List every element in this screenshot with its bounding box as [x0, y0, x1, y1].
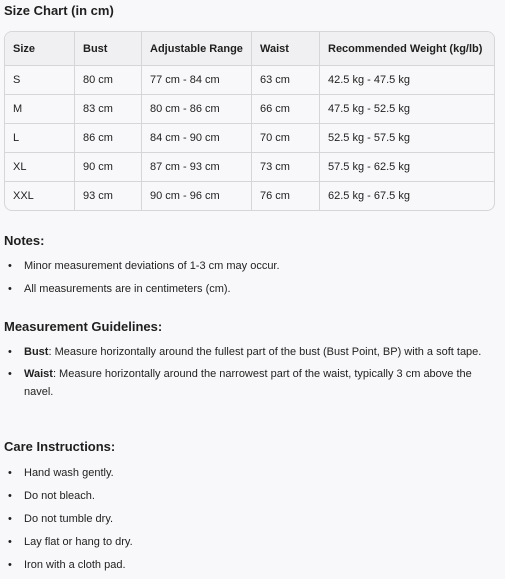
bullet-icon: •	[8, 536, 12, 548]
cell-adjustable-range: 80 cm - 86 cm	[142, 95, 252, 124]
table-header-row	[5, 32, 494, 66]
table-row	[5, 153, 494, 182]
bullet-icon: •	[8, 260, 12, 272]
list-item-text: All measurements are in centimeters (cm).	[24, 283, 231, 295]
bullet-icon: •	[8, 513, 12, 525]
list-item	[4, 280, 499, 298]
cell-waist: 76 cm	[252, 182, 320, 211]
list-item	[4, 556, 499, 574]
list-item-text: Iron with a cloth pad.	[24, 559, 126, 571]
guideline-text: : Measure horizontally around the fullest part of the bust (Bust Point, BP) with a soft tape.	[48, 346, 482, 358]
guideline-term: Bust	[24, 346, 49, 358]
bullet-icon: •	[8, 346, 12, 358]
list-item-text: Do not tumble dry.	[24, 513, 114, 525]
cell-bust: 93 cm	[75, 182, 142, 211]
cell-adjustable-range: 87 cm - 93 cm	[142, 153, 252, 182]
list-item	[4, 257, 499, 275]
list-item-text: Hand wash gently.	[24, 467, 114, 479]
header-size: Size	[5, 32, 75, 66]
cell-size: S	[5, 66, 75, 95]
bullet-icon: •	[8, 559, 12, 571]
cell-waist: 73 cm	[252, 153, 320, 182]
header-waist: Waist	[252, 32, 320, 66]
guideline-text: : Measure horizontally around the narrowest part of the waist, typically 3 cm above the navel.	[24, 368, 472, 398]
list-item	[4, 365, 499, 401]
list-item	[4, 487, 499, 505]
cell-size: M	[5, 95, 75, 124]
list-item	[4, 464, 499, 482]
cell-size: XXL	[5, 182, 75, 211]
care-heading: Care Instructions:	[4, 439, 116, 454]
cell-bust: 80 cm	[75, 66, 142, 95]
header-adjustable-range: Adjustable Range	[142, 32, 252, 66]
cell-recommended-weight: 52.5 kg - 57.5 kg	[320, 124, 495, 153]
cell-recommended-weight: 42.5 kg - 47.5 kg	[320, 66, 495, 95]
care-list	[4, 464, 499, 574]
cell-adjustable-range: 77 cm - 84 cm	[142, 66, 252, 95]
page-title: Size Chart (in cm)	[4, 3, 114, 18]
list-item	[4, 343, 499, 361]
bullet-icon: •	[8, 283, 12, 295]
cell-bust: 90 cm	[75, 153, 142, 182]
cell-waist: 70 cm	[252, 124, 320, 153]
cell-waist: 63 cm	[252, 66, 320, 95]
list-item-text: Lay flat or hang to dry.	[24, 536, 133, 548]
list-item-text: Do not bleach.	[24, 490, 95, 502]
cell-size: XL	[5, 153, 75, 182]
table-row	[5, 124, 494, 153]
cell-adjustable-range: 90 cm - 96 cm	[142, 182, 252, 211]
cell-recommended-weight: 47.5 kg - 52.5 kg	[320, 95, 495, 124]
guideline-term: Waist	[24, 368, 53, 380]
bullet-icon: •	[8, 368, 12, 380]
size-table	[5, 32, 494, 210]
size-table-container	[4, 31, 495, 211]
table-row	[5, 182, 494, 211]
cell-waist: 66 cm	[252, 95, 320, 124]
header-recommended-weight: Recommended Weight (kg/lb)	[320, 32, 495, 66]
cell-size: L	[5, 124, 75, 153]
cell-recommended-weight: 62.5 kg - 67.5 kg	[328, 190, 410, 202]
notes-list	[4, 257, 499, 298]
table-row	[5, 66, 494, 95]
cell-bust: 86 cm	[75, 124, 142, 153]
list-item	[4, 533, 499, 551]
guidelines-list	[4, 343, 499, 401]
cell-recommended-weight: 57.5 kg - 62.5 kg	[320, 153, 495, 182]
notes-heading: Notes:	[4, 233, 45, 248]
guidelines-heading: Measurement Guidelines:	[4, 319, 163, 334]
bullet-icon: •	[8, 490, 12, 502]
cell-bust: 83 cm	[75, 95, 142, 124]
list-item	[4, 510, 499, 528]
cell-adjustable-range: 84 cm - 90 cm	[142, 124, 252, 153]
table-row	[5, 95, 494, 124]
bullet-icon: •	[8, 467, 12, 479]
list-item-text: Minor measurement deviations of 1-3 cm may occur.	[24, 260, 280, 272]
header-bust: Bust	[75, 32, 142, 66]
